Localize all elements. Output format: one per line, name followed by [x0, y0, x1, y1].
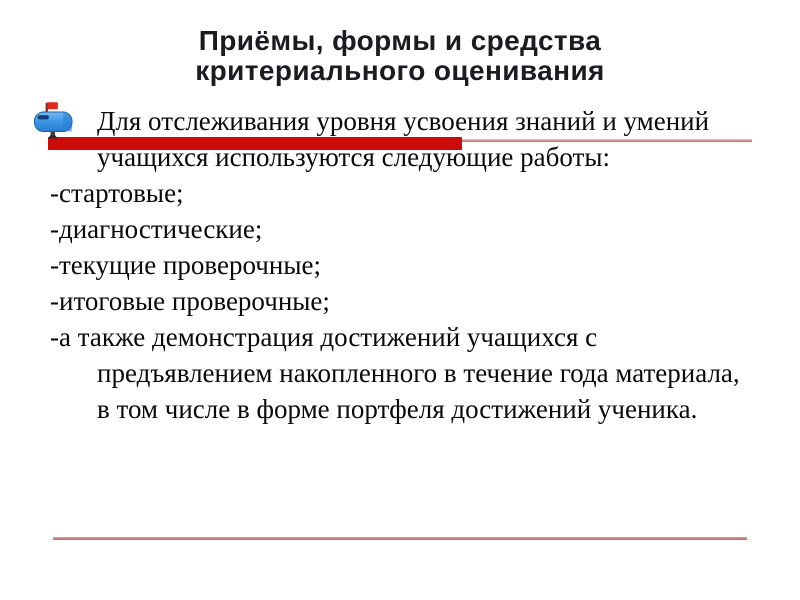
body-line: -итоговые проверочные; [50, 286, 330, 316]
body-line: учащихся используются следующие работы: [97, 142, 610, 172]
body-line: -диагностические; [50, 214, 263, 244]
footer-divider-line [53, 537, 747, 540]
slide-title [0, 26, 800, 86]
body-line: -а также демонстрация достижений учащихся с [50, 322, 598, 352]
slide-title-line-1: Приёмы, формы и средства [198, 25, 602, 56]
body-line: в том числе в форме портфеля достижений ученика. [97, 394, 698, 424]
body-line: Для отслеживания уровня усвоения знаний и умений [97, 106, 710, 136]
body-line: предъявлением накопленного в течение года материала, [97, 358, 740, 388]
slide-title-line-2: критериального оценивания [195, 55, 605, 86]
body-line: -стартовые; [50, 178, 184, 208]
body-line: -текущие проверочные; [50, 250, 321, 280]
slide-body [0, 103, 800, 427]
